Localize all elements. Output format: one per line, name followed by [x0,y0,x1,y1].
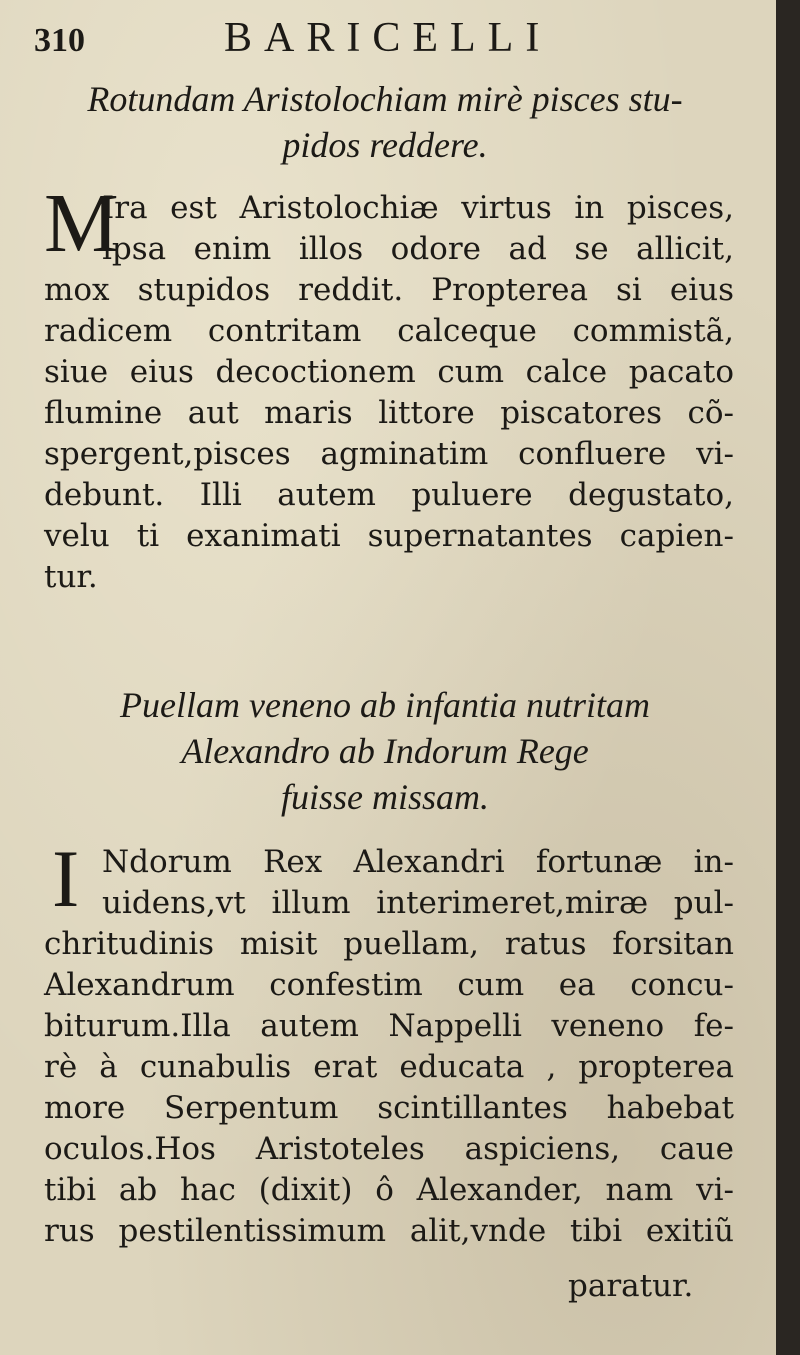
text-line: rè à cunabulis erat educata , propterea [44,1049,734,1085]
text-line: Ndorum Rex Alexandri fortunæ in- [102,844,734,880]
text-line: more Serpentum scintillantes habebat [44,1090,734,1126]
section-2-paragraph [44,833,734,1252]
heading-line: fuisse missam. [280,777,490,817]
text-line: uidens,vt illum interimeret,miræ pul- [102,885,734,921]
text-line: mox stupidos reddit. Propterea si eius [44,272,734,308]
drop-initial: M [44,177,119,270]
section-1-heading [40,76,730,168]
text-line: Alexandrum confestim cum ea concu- [44,967,734,1003]
text-line: flumine aut maris littore piscatores cõ- [44,395,734,431]
catchword: paratur. [568,1268,694,1304]
text-line: debunt. Illi autem puluere degustato, [44,477,734,513]
heading-line: Puellam veneno ab infantia nutritam [120,685,650,725]
text-line: radicem contritam calceque commistã, [44,313,734,349]
page-header [34,14,754,74]
text-line: rus pestilentissimum alit,vnde tibi exitiũ [44,1213,734,1249]
section-1-paragraph [44,177,734,598]
page-number: 310 [34,22,85,59]
text-line: siue eius decoctionem cum calce pacato [44,354,734,390]
text-line: biturum.Illa autem Nappelli veneno fe- [44,1008,734,1044]
text-line: chritudinis misit puellam, ratus forsitan [44,926,734,962]
text-line: tur. [44,559,98,595]
heading-line: Alexandro ab Indorum Rege [181,731,589,771]
heading-line: Rotundam Aristolochiam mirè pisces stu- [87,79,683,119]
text-line: tibi ab hac (dixit) ô Alexander, nam vi- [44,1172,734,1208]
section-2-heading [40,682,730,820]
text-line: ipsa enim illos odore ad se allicit, [102,231,734,267]
text-line: spergent,pisces agminatim confluere vi- [44,436,734,472]
text-line: velu ti exanimati supernatantes capien- [44,518,734,554]
heading-line: pidos reddere. [282,125,488,165]
text-line: oculos.Hos Aristoteles aspiciens, caue [44,1131,734,1167]
drop-initial: I [52,833,80,924]
text-line: Ira est Aristolochiæ virtus in pisces, [102,190,734,226]
running-head: BARICELLI [224,15,552,61]
